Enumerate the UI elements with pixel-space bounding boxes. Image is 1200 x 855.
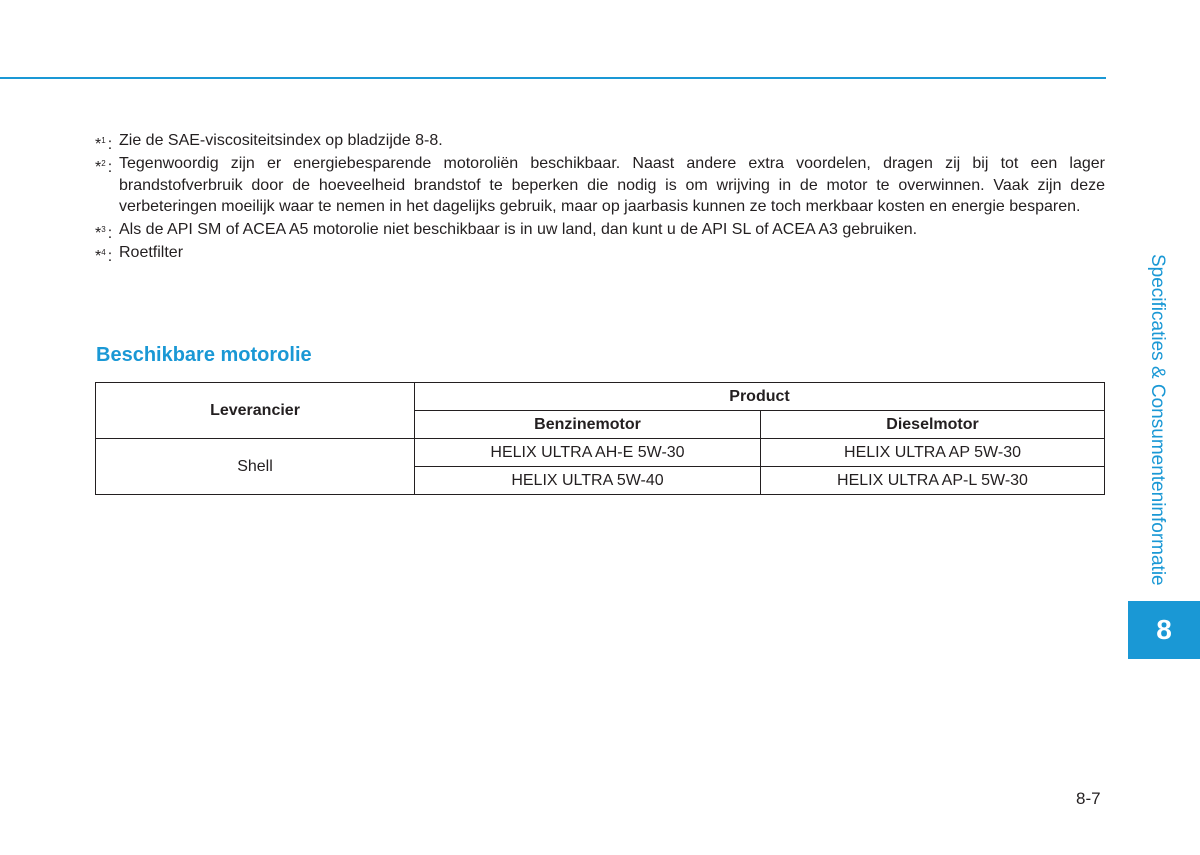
footnote-4 [95,242,1105,264]
motor-oil-table [95,382,1105,495]
footnote-3 [95,219,1105,241]
cell-petrol: HELIX ULTRA AH-E 5W-30 [415,439,761,467]
header-rule [0,77,1106,79]
header-petrol-engine: Benzinemotor [415,411,761,439]
footnote-marker: *$^3$ : [95,225,113,242]
cell-diesel: HELIX ULTRA AP 5W-30 [761,439,1105,467]
footnote-1 [95,130,1105,152]
cell-diesel: HELIX ULTRA AP-L 5W-30 [761,467,1105,495]
cell-supplier: Shell [96,439,415,495]
chapter-number-tab: 8 [1128,601,1200,659]
footnote-text: Zie de SAE-viscositeitsindex op bladzijde 8-8. [119,132,443,149]
footnote-marker: *$^4$ : [95,248,113,265]
footnotes [95,130,1105,265]
table-header-row [96,383,1105,411]
footnote-marker: *$^1$ : [95,136,113,153]
header-diesel-engine: Dieselmotor [761,411,1105,439]
footnote-2 [95,153,1105,218]
footnote-text: Roetfilter [119,244,184,261]
cell-petrol: HELIX ULTRA 5W-40 [415,467,761,495]
table-row [96,439,1105,467]
page-number: 8-7 [1076,789,1101,808]
footnote-text: Tegenwoordig zijn er energiebesparende motoroliën beschikbaar. Naast andere extra voordelen, dragen zij bij tot een lager brandstofverbruik door de hoeveelheid brandstof te beperken die nodig is om wrijving in de motor te overwinnen. Vaak zijn deze verbeteringen moeilijk waar te nemen in het dagelijks gebruik, maar op jaarbasis kunnen ze toch merkbaar kosten en energie besparen. [119,155,1105,215]
section-title: Beschikbare motorolie [96,344,312,366]
footnote-text: Als de API SM of ACEA A5 motorolie niet beschikbaar is in uw land, dan kunt u de API SL of ACEA A3 gebruiken. [119,221,918,238]
header-product: Product [415,383,1105,411]
footnote-marker: *$^2$ : [95,159,113,176]
header-supplier: Leverancier [96,383,415,439]
chapter-side-label: Specificaties & Consumenteninformatie [1147,254,1168,586]
